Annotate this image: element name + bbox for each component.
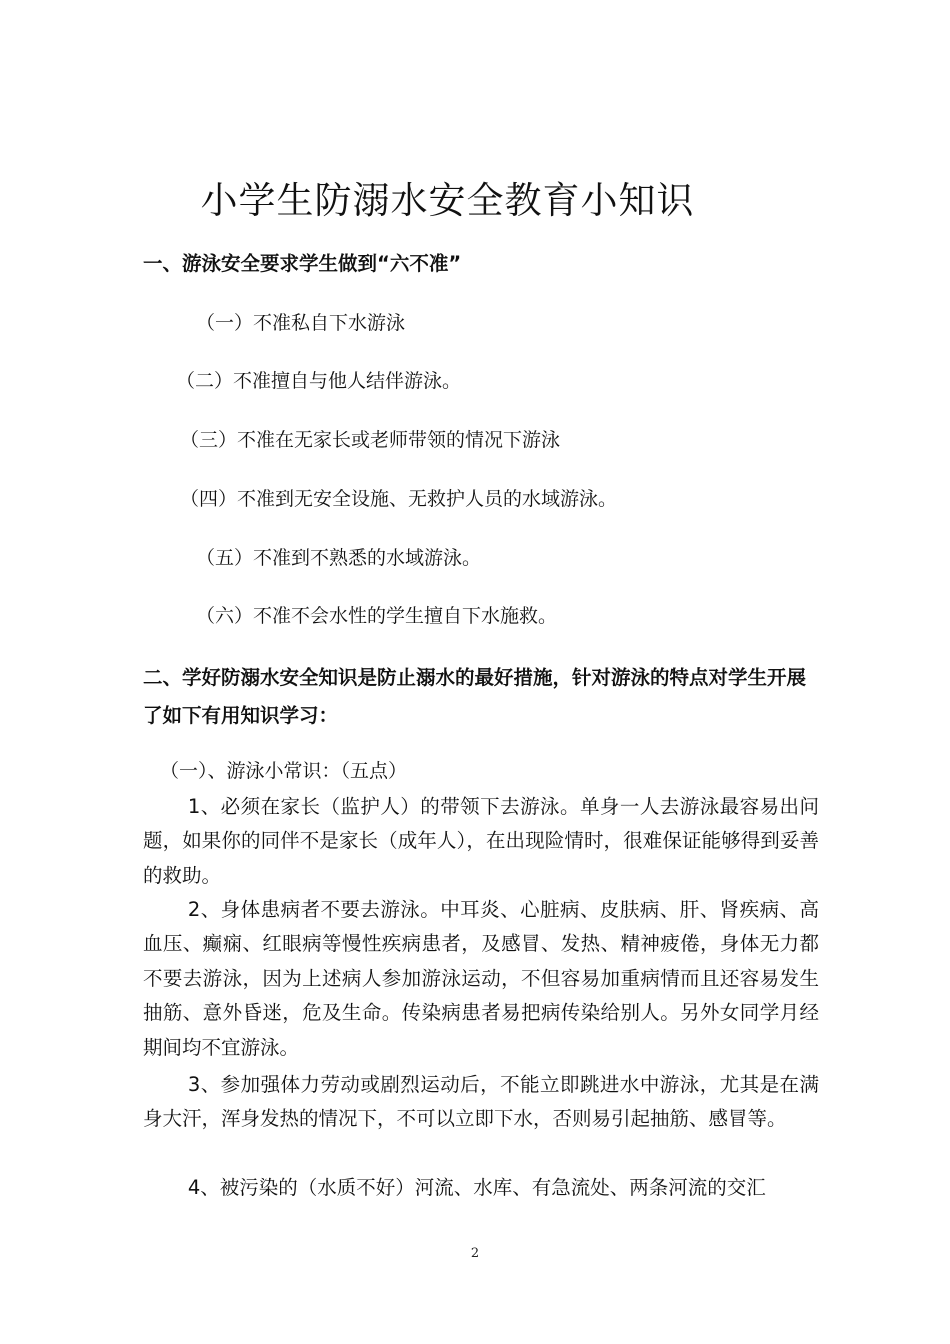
section-1-heading: 一、游泳安全要求学生做到“六不准”: [143, 252, 462, 275]
paragraph-text: 、身体患病者不要去游泳。中耳炎、心脏病、皮肤病、肝、肾疾病、高血压、癫痫、红眼病等慢性疾病患者，及感冒、发热、精神疲倦，身体无力都不要去游泳，因为上述病人参加游泳运动，不但容易加重病情而且还容易发生抽筋、意外昏迷，危及生命。传染病患者易把病传染给别人。另外女同学月经期间均不宜游泳。: [143, 898, 819, 1059]
knowledge-paragraph-2: [143, 893, 819, 1065]
knowledge-paragraph-3: [143, 1068, 819, 1137]
paragraph-text: 、参加强体力劳动或剧烈运动后，不能立即跳进水中游泳，尤其是在满身大汗，浑身发热的情况下，不可以立即下水，否则易引起抽筋、感冒等。: [143, 1073, 819, 1131]
rule-item-1: （一）不准私自下水游泳: [196, 312, 406, 334]
page-number: 2: [470, 1246, 480, 1261]
rule-item-5: （五）不准到不熟悉的水域游泳。: [196, 547, 482, 569]
paragraph-text: 、必须在家长（监护人）的带领下去游泳。单身一人去游泳最容易出问题，如果你的同伴不是家长（成年人），在出现险情时，很难保证能够得到妥善的救助。: [143, 795, 819, 887]
knowledge-paragraph-4: [143, 1171, 819, 1205]
paragraph-text: 、被污染的（水质不好）河流、水库、有急流处、两条河流的交汇: [200, 1176, 766, 1199]
paragraph-number: 1: [187, 795, 201, 818]
section-2-heading: 二、学好防溺水安全知识是防止溺水的最好措施，针对游泳的特点对学生开展了如下有用知识学习：: [143, 666, 807, 727]
paragraph-number: 4: [187, 1176, 201, 1199]
document-title: 小学生防溺水安全教育小知识: [200, 179, 695, 222]
rule-item-4: （四）不准到无安全设施、无救护人员的水域游泳。: [180, 488, 618, 510]
knowledge-paragraph-1: [143, 790, 819, 893]
paragraph-number: 3: [187, 1073, 201, 1096]
rule-item-3: （三）不准在无家长或老师带领的情况下游泳: [180, 429, 561, 451]
section-2-subheading: （一）、游泳小常识：（五点）: [160, 760, 408, 782]
paragraph-number: 2: [187, 898, 201, 921]
rule-item-2: （二）不准擅自与他人结伴游泳。: [176, 370, 462, 392]
rule-item-6: （六）不准不会水性的学生擅自下水施救。: [196, 605, 558, 627]
